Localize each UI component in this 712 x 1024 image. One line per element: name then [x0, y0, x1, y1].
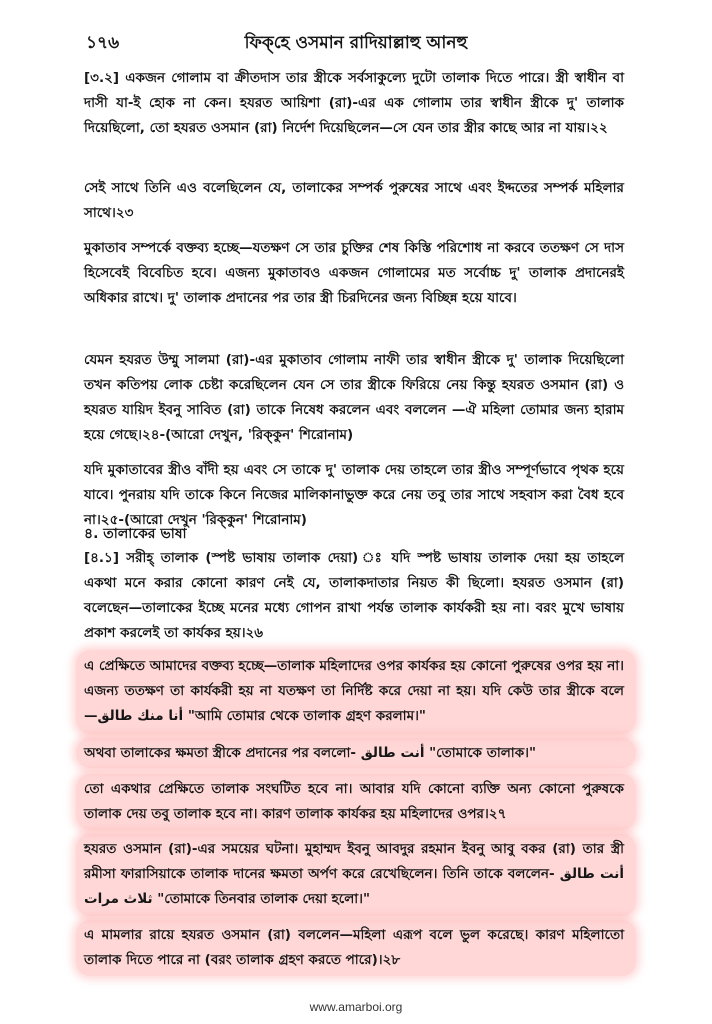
highlighted-paragraph-5: এ মামলার রায়ে হযরত ওসমান (রা) বললেন—মহিলা এরূপ বলে ভুল করেছে। কারণ মহিলাতো তালাক দিতে পারে না (বরং তালাক গ্রহণ করতে পারে)।২৮ [84, 927, 624, 968]
highlighted-paragraph-4 [84, 837, 624, 912]
paragraph-mukatab-slave-wife: যদি মুকাতাবের স্ত্রীও বাঁদী হয় এবং সে তাকে দু' তালাক দেয় তাহলে তার স্ত্রীও সম্পূর্ণভাবে পৃথক হয়ে যাবে। পুনরায় যদি তাকে কিনে নিজের মালিকানাভুক্ত করে নেয় তবু তার সাথে সহবাস করা বৈধ হবে না।২৫-(আরো দেখুন 'রিক্‌কুন' শিরোনাম) [84, 462, 624, 528]
running-title: ফিক্‌হে ওসমান রাদিয়াল্লাহু আনহু [244, 33, 468, 53]
hl-p1-text: এ প্রেক্ষিতে আমাদের বক্তব্য হচ্ছে—তালাক মহিলাদের ওপর কার্যকর হয় কোনো পুরুষের ওপর হয় না। এজন্য ততক্ষণ তা কার্যকরী হয় না যতক্ষণ তা নির্দিষ্ট করে দেয়া না হয়। যদি কেউ তার স্ত্রীকে বলে— [84, 658, 624, 724]
footer-site: www.amarboi.org [309, 1000, 403, 1014]
highlighted-paragraph-3: তো একথার প্রেক্ষিতে তালাক সংঘটিত হবে না। আবার যদি কোনো ব্যক্তি অন্য কোনো পুরুষকে তালাক দেয় তবু তালাক হবে না। কারণ তালাক কার্যকর হয় মহিলাদের ওপর।২৭ [84, 781, 624, 822]
arabic-phrase-2: أنت طالق [360, 745, 425, 761]
hl-p4-quote: "তোমাকে তিনবার তালাক দেয়া হলো।" [152, 891, 371, 907]
highlighted-paragraph-1 [84, 654, 624, 729]
hl-p2-text: অথবা তালাকের ক্ষমতা স্ত্রীকে প্রদানের পর বললো- [84, 745, 361, 761]
hl-p2-quote: "তোমাকে তালাক।" [424, 745, 537, 761]
paragraph-3-2: [৩.২] একজন গোলাম বা ক্রীতদাস তার স্ত্রীকে সর্বসাকুল্যে দুটো তালাক দিতে পারে। স্ত্রী স্বাধীন বা দাসী যা-ই হোক না কেন। হযরত আয়িশা (রা)-এর এক গোলাম তার স্বাধীন স্ত্রীকে দু' তালাক দিয়েছিলো, তো হযরত ওসমান (রা) নির্দেশ দিয়েছিলেন—সে যেন তার স্ত্রীর কাছে আর না যায়।২২ [84, 70, 624, 136]
page-header [86, 30, 626, 60]
hl-p4-text: হযরত ওসমান (রা)-এর সময়ের ঘটনা। মুহাম্মদ ইবনু আবদুর রহমান ইবনু আবু বকর (রা) তার স্ত্রী রমীসা ফারাসিয়াকে তালাক দানের ক্ষমতা অর্পণ করে রেখেছিলেন। তিনি তাকে বললেন- [84, 841, 624, 882]
paragraph-talaq-relation: সেই সাথে তিনি এও বলেছিলেন যে, তালাকের সম্পর্ক পুরুষের সাথে এবং ইদ্দতের সম্পর্ক মহিলার সাথে।২৩ [84, 180, 624, 221]
paragraph-4-1: [৪.১] সরীহ্‌ তালাক (স্পষ্ট ভাষায় তালাক দেয়া) ঃ যদি স্পষ্ট ভাষায় তালাক দেয়া হয় তাহলে একথা মনে করার কোনো কারণ নেই যে, তালাকদাতার নিয়ত কী ছিলো। হযরত ওসমান (রা) বলেছেন—তালাকের ইচ্ছে মনের মধ্যে গোপন রাখা পর্যন্ত তালাক কার্যকরী হয় না। বরং মুখে ভাষায় প্রকাশ করলেই তা কার্যকর হয়।২৬ [84, 550, 624, 641]
arabic-phrase-3: أنت طالق ثلاث مرات [84, 866, 624, 907]
hl-p1-quote: "আমি তোমার থেকে তালাক গ্রহণ করলাম।" [183, 708, 426, 724]
paragraph-umm-salama: যেমন হযরত উম্মু সালমা (রা)-এর মুকাতাব গোলাম নাফী তার স্বাধীন স্ত্রীকে দু' তালাক দিয়েছিলো তখন কতিপয় লোক চেষ্টা করেছিলেন যেন সে তার স্ত্রীকে ফিরিয়ে নেয় কিন্তু হযরত ওসমান (রা) ও হযরত যায়িদ ইবনু সাবিত (রা) তাকে নিষেধ করলেন এবং বললেন —ঐ মহিলা তোমার জন্য হারাম হয়ে গেছে।২৪-(আরো দেখুন, 'রিক্‌কুন' শিরোনাম) [84, 352, 624, 443]
highlighted-paragraph-2 [84, 741, 624, 766]
section-heading: ৪. তালাকের ভাষা [84, 526, 187, 542]
arabic-phrase-1: أنا منك طالق [97, 708, 184, 724]
paragraph-mukatab: মুকাতাব সম্পর্কে বক্তব্য হচ্ছে—যতক্ষণ সে তার চুক্তির শেষ কিস্তি পরিশোধ না করবে ততক্ষণ সে দাস হিসেবেই বিবেচিত হবে। এজন্য মুকাতাবও একজন গোলামের মত সর্বোচ্চ দু' তালাক প্রদানেরই অধিকার রাখে। দু' তালাক প্রদানের পর তার স্ত্রী চিরদিনের জন্য বিচ্ছিন্ন হয়ে যাবে। [84, 240, 624, 306]
page-number: ১৭৬ [86, 33, 120, 53]
